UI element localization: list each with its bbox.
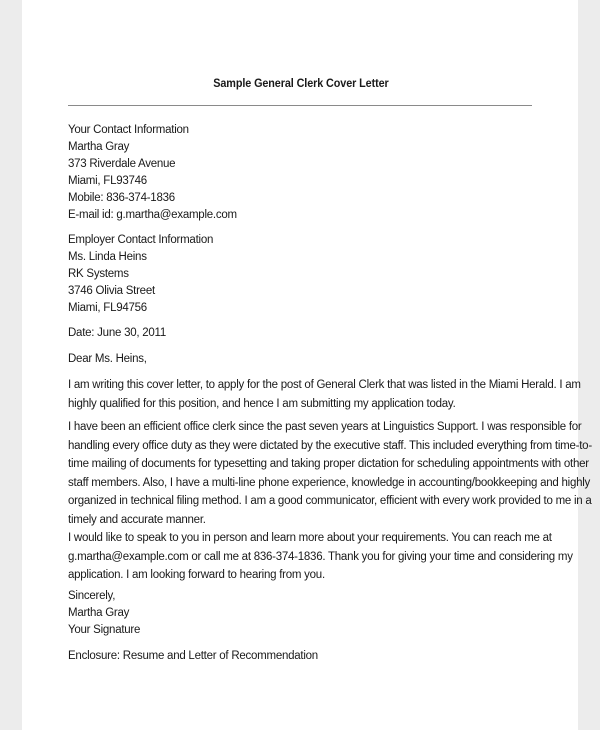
paragraph-line: time mailing of documents for typesetting and taking proper dictation for scheduling appointments with other [68, 458, 589, 470]
enclosure-note: Enclosure: Resume and Letter of Recommendation [68, 650, 318, 662]
paragraph-line: application. I am looking forward to hearing from you. [68, 569, 325, 581]
employer-company: RK Systems [68, 268, 129, 280]
sender-email: E-mail id: g.martha@example.com [68, 209, 237, 221]
document-title: Sample General Clerk Cover Letter [213, 78, 389, 90]
employer-street: 3746 Olivia Street [68, 285, 155, 297]
employer-contact-block [68, 232, 213, 317]
paragraph-line: staff members. Also, I have a multi-line phone experience, knowledge in accounting/bookkeeping and highly [68, 476, 591, 489]
paragraph-line: I have been an efficient office clerk since the past seven years at Linguistics Support. I was responsible for [68, 421, 582, 433]
sender-mobile: Mobile: 836-374-1836 [68, 192, 175, 204]
paragraph-line: I would like to speak to you in person and learn more about your requirements. You can reach me at [68, 532, 552, 544]
valediction: Sincerely, [68, 590, 116, 602]
sender-street: 373 Riverdale Avenue [68, 158, 176, 170]
paragraph-1 [68, 376, 581, 413]
employer-heading: Employer Contact Information [68, 234, 214, 246]
paragraph-line: I am writing this cover letter, to apply for the post of General Clerk that was listed in the Miami Herald. I am [68, 379, 581, 391]
closing-block [68, 588, 140, 639]
sender-name: Martha Gray [68, 141, 130, 153]
closing-name: Martha Gray [68, 607, 130, 619]
paragraph-line: handling every office duty as they were dictated by the executive staff. This included everything from time-to- [68, 439, 592, 452]
paragraph-2 [68, 418, 592, 529]
paragraph-line: highly qualified for this position, and hence I am submitting my application today. [68, 397, 456, 410]
employer-city: Miami, FL94756 [68, 302, 147, 314]
salutation: Dear Ms. Heins, [68, 353, 147, 365]
paragraph-3 [68, 529, 573, 585]
sender-heading: Your Contact Information [68, 124, 189, 136]
signature-line: Your Signature [68, 624, 141, 636]
paragraph-line: timely and accurate manner. [68, 513, 206, 526]
paragraph-line: organized in technical filing method. I am a good communicator, efficient with every work provided to me in a [68, 495, 592, 507]
paragraph-line: g.martha@example.com or call me at 836-374-1836. Thank you for giving your time and considering my [68, 550, 573, 563]
employer-name: Ms. Linda Heins [68, 251, 147, 263]
title-divider [68, 105, 532, 106]
letter-date: Date: June 30, 2011 [68, 327, 166, 339]
sender-contact-block [68, 122, 237, 224]
sender-city: Miami, FL93746 [68, 175, 147, 187]
